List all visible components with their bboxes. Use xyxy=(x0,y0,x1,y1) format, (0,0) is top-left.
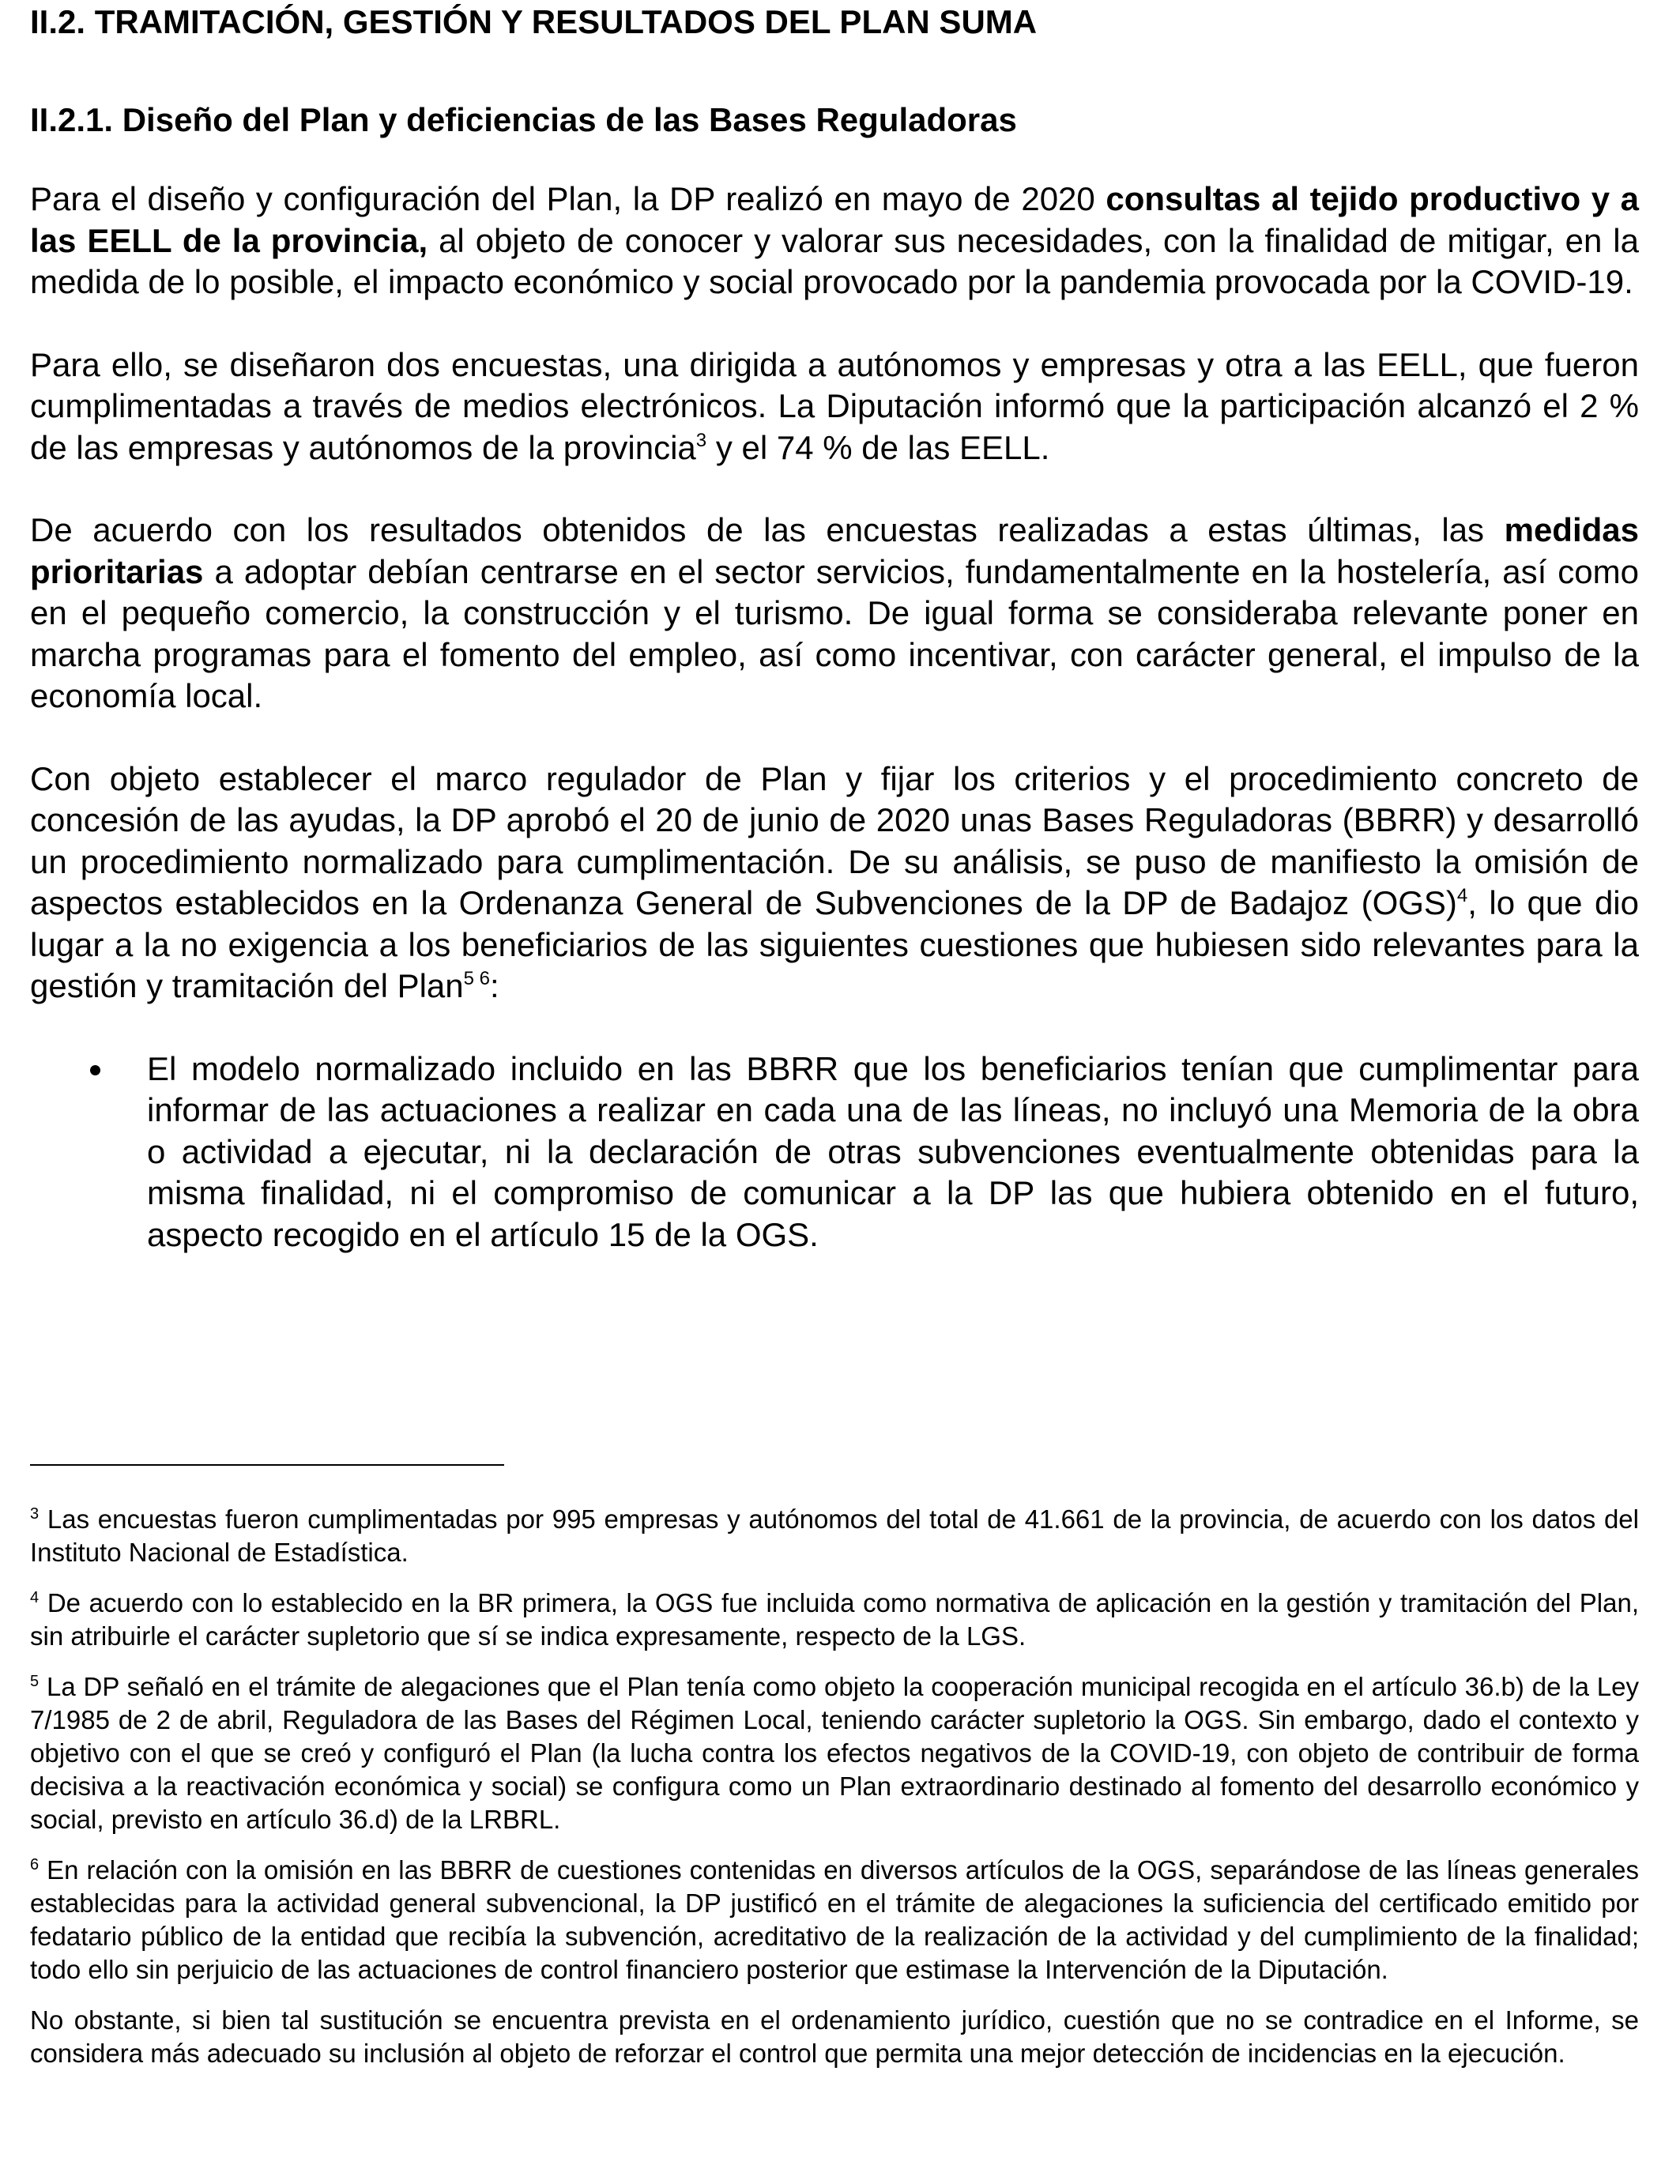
subsection-title: II.2.1. Diseño del Plan y deficiencias de las Bases Reguladoras xyxy=(30,101,1017,138)
paragraph-medidas: De acuerdo con los resultados obtenidos de las encuestas realizadas a estas últimas, las medidas prioritarias a adoptar debían centrarse en el sector servicios, fundamentalmente en la hostelería, así como en el pequeño comercio, la construcción y el turismo. De igual forma se consideraba relevante poner en marcha programas para el fomento del empleo, así como incentivar, con carácter general, el impulso de la economía local. xyxy=(30,511,1639,714)
section-title: II.2. TRAMITACIÓN, GESTIÓN Y RESULTADOS DEL PLAN SUMA xyxy=(30,3,1038,40)
footnote-5: $^5$ La DP señaló en el trámite de alegaciones que el Plan tenía como objeto la cooperación municipal recogida en el artículo 36.b) de la Ley 7/1985 de 2 de abril, Reguladora de las Bases del Régimen Local, teniendo carácter supletorio la OGS. Sin embargo, dado el contexto y objetivo con el que se creó y configuró el Plan (la lucha contra los efectos negativos de la COVID-19, con objeto de contribuir de forma decisiva a la reactivación económica y social) se configura como un Plan extraordinario destinado al fomento del desarrollo económico y social, previsto en artículo 36.d) de la LRBRL. xyxy=(30,1672,1639,1834)
footnote-6: $^6$ En relación con la omisión en las BBRR de cuestiones contenidas en diversos artículos de la OGS, separándose de las líneas generales establecidas para la actividad general subvencional, la DP justificó en el trámite de alegaciones la suficiencia del certificado emitido por fedatario público de la entidad que recibía la subvención, acreditativo de la realización de la actividad y del cumplimiento de la finalidad; todo ello sin perjuicio de las actuaciones de control financiero posterior que estimase la Intervención de la Diputación. xyxy=(30,1855,1639,1984)
bullet-icon xyxy=(90,1065,100,1075)
footnote-4: $^4$ De acuerdo con lo establecido en la BR primera, la OGS fue incluida como normativa de aplicación en la gestión y tramitación del Plan, sin atribuirle el carácter supletorio que sí se indica expresamente, respecto de la LGS. xyxy=(30,1588,1639,1651)
footnote-divider xyxy=(30,1464,504,1466)
footnote-ref-3: 3 xyxy=(695,429,707,451)
document-page xyxy=(30,0,1639,2184)
footnotes xyxy=(30,1503,1639,2088)
body-text xyxy=(30,179,1639,1256)
bullet-list xyxy=(30,1049,1639,1256)
footnote-ref-4: 4 xyxy=(1456,885,1468,906)
emphasis-consultas: consultas al tejido productivo y a las EELL de la provincia, xyxy=(30,180,1639,259)
paragraph-bases-reguladoras: Con objeto establecer el marco regulador de Plan y fijar los criterios y el procedimiento concreto de concesión de las ayudas, la DP aprobó el 20 de junio de 2020 unas Bases Reguladoras (BBRR) y desarrolló un procedimiento normalizado para cumplimentación. De su análisis, se puso de manifiesto la omisión de aspectos establecidos en la Ordenanza General de Subvenciones de la DP de Badajoz (OGS)$^4$, lo que dio lugar a la no exigencia a los beneficiarios de las siguientes cuestiones que hubiesen sido relevantes para la gestión y tramitación del Plan$^{5 6}$: xyxy=(30,759,1639,1004)
footnote-3: $^3$ Las encuestas fueron cumplimentadas por 995 empresas y autónomos del total de 41.661 de la provincia, de acuerdo con los datos del Instituto Nacional de Estadística. xyxy=(30,1504,1639,1567)
paragraph-consultas: Para el diseño y configuración del Plan, la DP realizó en mayo de 2020 consultas al tejido productivo y a las EELL de la provincia, al objeto de conocer y valorar sus necesidades, con la finalidad de mitigar, en la medida de lo posible, el impacto económico y social provocado por la pandemia provocada por la COVID-19. xyxy=(30,180,1639,300)
list-item: El modelo normalizado incluido en las BBRR que los beneficiarios tenían que cumplimentar para informar de las actuaciones a realizar en cada una de las líneas, no incluyó una Memoria de la obra o actividad a ejecutar, ni la declaración de otras subvenciones eventualmente obtenidas para la misma finalidad, ni el compromiso de comunicar a la DP las que hubiera obtenido en el futuro, aspecto recogido en el artículo 15 de la OGS. xyxy=(30,1049,1639,1256)
footnote-6-continuation: No obstante, si bien tal sustitución se encuentra prevista en el ordenamiento jurídico, cuestión que no se contradice en el Informe, se considera más adecuado su inclusión al objeto de reforzar el control que permita una mejor detección de incidencias en la ejecución. xyxy=(30,2005,1639,2068)
footnote-ref-5-6: 5 6 xyxy=(463,968,490,989)
emphasis-medidas: medidas prioritarias xyxy=(30,511,1639,590)
paragraph-encuestas: Para ello, se diseñaron dos encuestas, una dirigida a autónomos y empresas y otra a las EELL, que fueron cumplimentadas a través de medios electrónicos. La Diputación informó que la participación alcanzó el 2 % de las empresas y autónomos de la provincia$^3$ y el 74 % de las EELL. xyxy=(30,345,1639,466)
